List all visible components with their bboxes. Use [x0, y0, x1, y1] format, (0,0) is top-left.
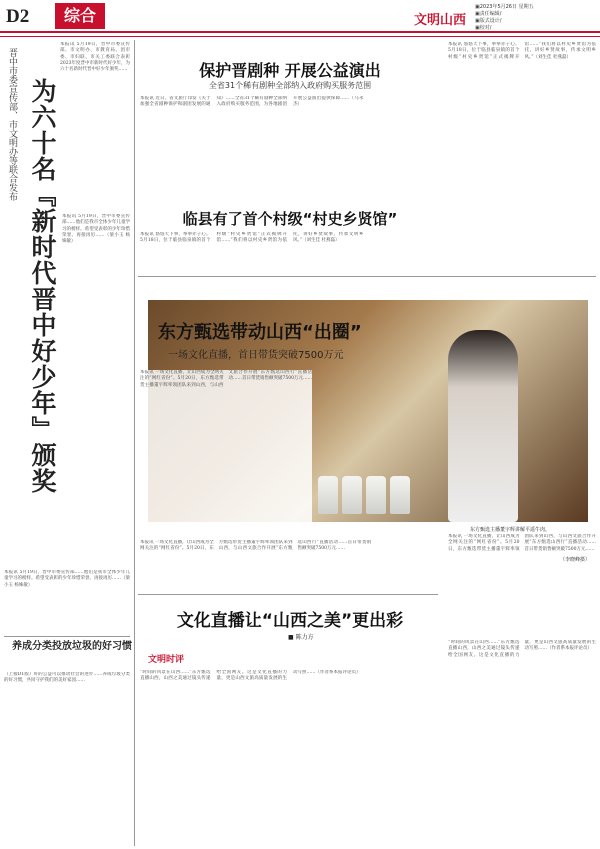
header-info — [475, 4, 534, 32]
liquor-bottle — [366, 476, 386, 514]
photo-credit: （李晓峰摄） — [560, 557, 591, 563]
left-headline: 为六十名『新时代晋中好少年』颁奖 — [28, 78, 57, 494]
liquor-bottle — [390, 476, 410, 514]
article3-body: 本报讯 一场文化直播，让山西成为全网关注的“网红省份”。5月20日，东方甄选带货主播董宇辉率领团队来到山西，与山西文旅合作开展“东方甄选山西行”直播活动……首日带货销售额突破7500万元…… — [140, 370, 312, 542]
article1-headline: 保护晋剧种 开展公益演出 — [199, 61, 381, 80]
header-date: ▣2023年5月26日 星期五 — [475, 4, 534, 10]
article1-subline: 全省31个稀有剧种全部纳入政府购买服务范围 — [208, 81, 372, 90]
column-divider — [134, 40, 135, 846]
section-rule — [138, 276, 596, 277]
header-designer: ▣版式设计/ — [475, 18, 502, 24]
liquor-bottle — [318, 476, 338, 514]
header-editor: ▣责任编辑/ — [475, 11, 502, 17]
left-top-text: 本报讯 5月19日，晋中市委宣传部、市文明办、市教育局、团市委、市妇联、市关工委联合表彰2023年度晋中市新时代好少年，为六十名新时代晋中好少年颁奖…… — [60, 42, 130, 73]
column-tag: 文明时评 — [148, 655, 185, 665]
section-label: 综合 — [55, 3, 105, 29]
article4-right-tail: “时间的风景在山西……”东方甄选直播山西，山西之美通过镜头传递给全国网友。这是文化直播的力量，更是山西文旅高质量发展的生动写照……（作者系本报评论员） — [448, 640, 596, 658]
article3-body-tail: 本报讯 一场文化直播，让山西成为全网关注的“网红省份”。5月20日，东方甄选带货主播董宇辉率领团队来到山西，与山西文旅合作开展“东方甄选山西行”直播活动……首日带货销售额突破7500万元…… — [140, 540, 372, 552]
left-body-tail: 本报讯 5月19日，晋中市委宣传部……他们是我市全体少年儿童学习的榜样。希望受表彰的少年珍惜荣誉、再接再厉……（梁小玉 杨姝敏） — [4, 570, 130, 588]
header-rule-thin — [0, 36, 600, 37]
header-proofreader: ▣校对/ — [475, 25, 492, 31]
article3-subline: 一场文化直播，首日带货突破7500万元 — [168, 350, 344, 361]
left-box-title: 养成分类投放垃圾的好习惯 — [12, 641, 132, 652]
article3-right-tail: 本报讯 一场文化直播，让山西成为全网关注的“网红省份”。5月20日，东方甄选带货主播董宇辉率领团队来到山西，与山西文旅合作开展“东方甄选山西行”直播活动……首日带货销售额突破7500万元…… — [448, 534, 596, 552]
article4-byline: ■ 陈力方 — [288, 634, 314, 641]
left-body-text: 本报讯 5月19日，晋中市委宣传部……他们是我市全体少年儿童学习的榜样。希望受表彰的少年珍惜荣誉、再接再厉……（梁小玉 杨姝敏） — [62, 214, 130, 245]
article2-headline: 临县有了首个村级“村史乡贤馆” — [182, 210, 398, 228]
left-box-rule — [4, 636, 130, 637]
masthead-logo: 文明山西 — [414, 13, 467, 28]
photo-caption: 东方甄选主播董宇辉讲解平遥牛肉。 — [470, 527, 551, 533]
left-subtitle: 晋中市委宣传部、市文明办等联合发布 — [7, 48, 17, 201]
liquor-bottle — [342, 476, 362, 514]
article4-rule — [138, 594, 438, 595]
article3-headline: 东方甄选带动山西“出圈” — [158, 322, 362, 343]
article1-body: 本报讯 近日，省文旅厅印发《关于加强全省剧种保护和剧团发展的通知》……全省31个稀有剧种全部纳入政府购买服务范围，为各地剧团开展公益演出提供保障……（马永杰） — [140, 96, 364, 108]
presenter-figure — [448, 330, 518, 522]
left-box-body: （上接D1版）好的公益可以推动社会的进步……养成垃圾分类的好习惯，共同守护我们的美好家园…… — [4, 672, 130, 684]
page-number: D2 — [6, 6, 30, 27]
header-rule — [0, 31, 600, 33]
article2-body: 本报讯 悠悠天下事，拳拳赤子心。5月18日，位于临县临泉镇的首个村级“村史乡贤馆”正式揭牌开馆……“我们将以村史乡贤馆为依托，讲好乡贤故事，传承文明乡风。”（刘生佳 杜燕磊） — [140, 232, 364, 244]
article4-headline: 文化直播让“山西之美”更出彩 — [176, 611, 404, 631]
article4-body: “时间的风景在山西……”东方甄选直播山西，山西之美通过镜头传递给全国网友。这是文化直播的力量，更是山西文旅高质量发展的生动写照……（作者系本报评论员） — [140, 670, 361, 682]
right-top-text: 本报讯 悠悠天下事，拳拳赤子心。5月18日，位于临县临泉镇的首个村级“村史乡贤馆”正式揭牌开馆……“我们将以村史乡贤馆为依托，讲好乡贤故事，传承文明乡风。”（刘生佳 杜燕磊） — [448, 42, 596, 60]
